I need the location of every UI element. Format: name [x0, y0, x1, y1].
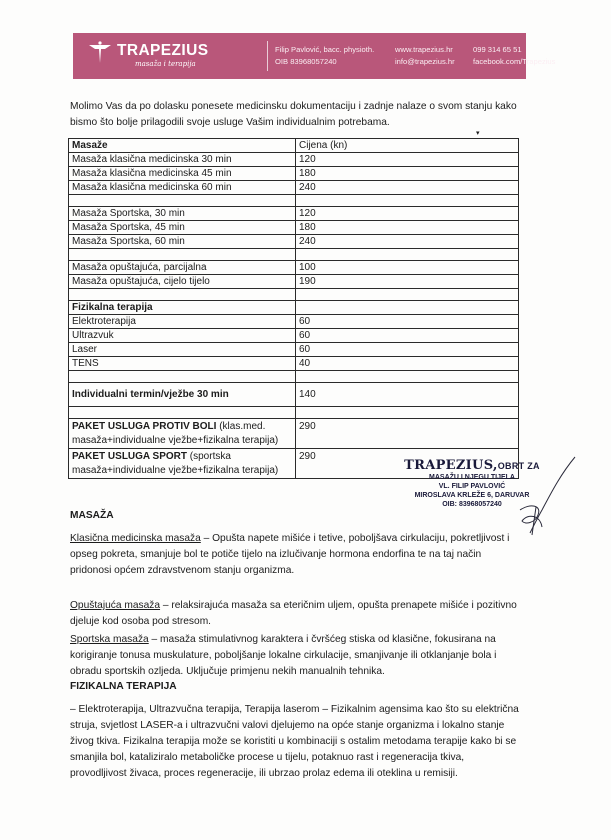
table-row: Elektroterapija 60	[69, 315, 519, 329]
facebook-link[interactable]: facebook.com/Trapezius	[473, 57, 556, 66]
column-header-price: Cijena (kn)	[296, 139, 519, 153]
table-row: Ultrazvuk 60	[69, 329, 519, 343]
stamp-line: MIROSLAVA KRLEŽE 6, DARUVAR	[414, 492, 530, 499]
price-table	[68, 138, 519, 479]
table-row-package: PAKET USLUGA SPORT (sportska masaža+individualne vježbe+fizikalna terapija) 290	[69, 449, 519, 479]
table-row-package: PAKET USLUGA PROTIV BOLI (klas.med. masaža+individualne vježbe+fizikalna terapija) 290	[69, 419, 519, 449]
package-name: PAKET USLUGA SPORT	[72, 451, 188, 462]
paragraph-opustajuca: Opuštajuća masaža – relaksirajuća masaža sa eteričnim uljem, opušta prenapete mišiće i pozitivno djeluje kod osoba pod stresom.	[70, 600, 517, 627]
table-row: Masaža klasična medicinska 45 min 180	[69, 167, 519, 181]
term-sportska: Sportska masaža	[70, 634, 149, 645]
term-opustajuca: Opuštajuća masaža	[70, 600, 161, 611]
term-klasicna: Klasična medicinska masaža	[70, 533, 201, 544]
package-name: PAKET USLUGA PROTIV BOLI	[72, 421, 217, 432]
paragraph-klasicna: Klasična medicinska masaža – Opušta napete mišiće i tetive, poboljšava cirkulaciju, pokretljivost i opseg pokreta, smanjuje bol te potiče tijelo na izlučivanje hormona endorfina te na taj način pridonosi općem zdravstvenom stanju organizma.	[70, 533, 510, 576]
table-header-row	[69, 139, 519, 153]
table-row: Masaža Sportska, 45 min 180	[69, 221, 519, 235]
website-link[interactable]: www.trapezius.hr	[395, 45, 453, 54]
table-row: Masaža opuštajuća, parcijalna 100	[69, 261, 519, 275]
trapezius-logo-icon	[87, 41, 113, 65]
column-header-service: Masaže	[69, 139, 296, 153]
stray-mark: ▾	[476, 130, 480, 137]
header-divider	[267, 41, 268, 71]
stamp-line: VL. FILIP PAVLOVIĆ	[438, 483, 506, 490]
package-desc: (klas.med. masaža+individualne vježbe+fizikalna terapija)	[72, 421, 279, 446]
header-phone-social	[473, 44, 555, 68]
table-row: Masaža Sportska, 60 min 240	[69, 235, 519, 249]
table-row: Individualni termin/vježbe 30 min 140	[69, 383, 519, 407]
stamp-suffix: OBRT ZA	[497, 461, 540, 471]
header-contact-person	[275, 44, 374, 68]
brand-tagline: masaža i terapija	[135, 60, 196, 68]
therapist-name: Filip Pavlović, bacc. physioth.	[275, 45, 375, 54]
table-row: Masaža klasična medicinska 30 min 120	[69, 153, 519, 167]
header-web	[395, 44, 455, 68]
stamp-line: OIB: 83968057240	[442, 501, 502, 508]
table-row: Masaža opuštajuća, cijelo tijelo 190	[69, 275, 519, 289]
stamp-line: MASAŽU I NJEGU TIJELA	[429, 474, 515, 481]
section-title-fizikalna: FIZIKALNA TERAPIJA	[70, 681, 177, 692]
table-spacer-row	[69, 407, 519, 419]
stamp-company-name: TRAPEZIUS,	[404, 458, 498, 473]
table-spacer-row	[69, 195, 519, 207]
table-group-header: Fizikalna terapija	[69, 301, 519, 315]
section-title-masaza: MASAŽA	[70, 510, 114, 521]
table-spacer-row	[69, 289, 519, 301]
phone-number: 099 314 65 51	[473, 45, 522, 54]
table-spacer-row	[69, 249, 519, 261]
paragraph-fizikalna: – Elektroterapija, Ultrazvučna terapija, Terapija laserom – Fizikalnim agensima kao što su električna struja, svjetlost LASER-a i ultrazvučni valovi djelujemo na opće stanje organizma i lokalno stanje živog tkiva. Fizikalna terapija može se koristiti u kombinaciji s ostalim metodama terapije kako bi se smanjila bol, kataliziralo metaboličke procese u tijelu, potaknuo rast i regeneracija tkiva, provodljivost živaca, proces regeneracije, ili ubrzao prolaz edema ili oteklina u remisiji.	[70, 704, 519, 779]
table-row: Masaža klasična medicinska 60 min 240	[69, 181, 519, 195]
table-row: TENS 40	[69, 357, 519, 371]
email-link[interactable]: info@trapezius.hr	[395, 57, 455, 66]
table-row: Laser 60	[69, 343, 519, 357]
brand-name: TRAPEZIUS	[117, 42, 209, 59]
letterhead-banner	[73, 33, 556, 79]
table-row: Masaža Sportska, 30 min 120	[69, 207, 519, 221]
table-spacer-row	[69, 371, 519, 383]
therapist-oib: OIB 83968057240	[275, 57, 337, 66]
paragraph-sportska: Sportska masaža – masaža stimulativnog karaktera i čvršćeg stiska od klasične, fokusirana na korigiranje tonusa muskulature, poboljšanje lokalne cirkulacije, smanjivanje ili otklanjanje bola i obradu sportskih ozljeda. Uključuje primjenu nekih manualnih tehnika.	[70, 634, 497, 677]
intro-paragraph: Molimo Vas da po dolasku ponesete medicinsku dokumentaciju i zadnje nalaze o svom stanju kako bismo što bolje prilagodili svoje usluge Vašim individualnim potrebama.	[70, 101, 517, 128]
package-desc: (sportska masaža+individualne vježbe+fizikalna terapija)	[72, 451, 279, 476]
